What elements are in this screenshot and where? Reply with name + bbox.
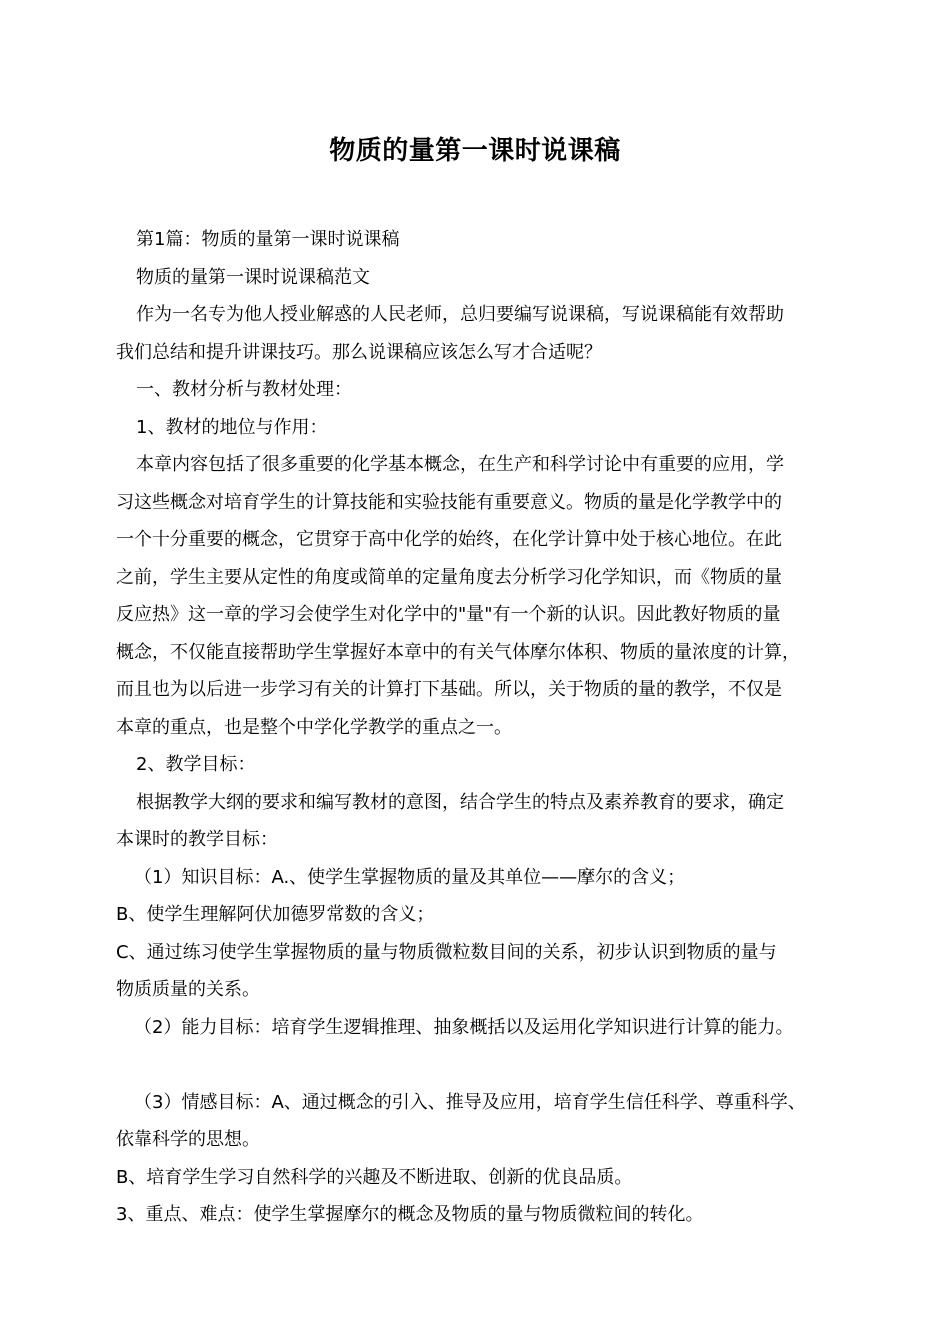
paragraph-line: 本章的重点，也是整个中学化学教学的重点之一。: [116, 716, 512, 738]
objective-line: （1）知识目标：A.、使学生掌握物质的量及其单位——摩尔的含义；: [134, 866, 686, 888]
paragraph-line: 我们总结和提升讲课技巧。那么说课稿应该怎么写才合适呢？: [116, 341, 602, 363]
paragraph-line: 本课时的教学目标：: [116, 829, 278, 850]
paragraph-line: 第1篇：物质的量第一课时说课稿: [136, 229, 400, 250]
objective-line: C、通过练习使学生掌握物质的量与物质微粒数目间的关系，初步认识到物质的量与: [116, 941, 777, 963]
paragraph-line: 习这些概念对培育学生的计算技能和实验技能有重要意义。物质的量是化学教学中的: [116, 491, 782, 513]
subsection-heading: 1、教材的地位与作用：: [136, 416, 328, 438]
paragraph-line: 概念，不仅能直接帮助学生掌握好本章中的有关气体摩尔体积、物质的量浓度的计算，: [116, 641, 800, 663]
paragraph-line: 本章内容包括了很多重要的化学基本概念，在生产和科学讨论中有重要的应用，学: [136, 454, 784, 475]
objective-line: B、使学生理解阿伏加德罗常数的含义；: [116, 904, 435, 925]
objective-line: 物质质量的关系。: [116, 979, 260, 1000]
paragraph-line: 反应热》这一章的学习会使学生对化学中的"量"有一个新的认识。因此教好物质的量: [116, 604, 781, 625]
paragraph-line: 之前，学生主要从定性的角度或简单的定量角度去分析学习化学知识，而《物质的量: [116, 566, 782, 588]
subsection-heading: 2、教学目标：: [136, 754, 256, 775]
objective-line: （2）能力目标：培育学生逻辑推理、抽象概括以及运用化学知识进行计算的能力。: [134, 1016, 794, 1038]
blank-line: [116, 1046, 836, 1084]
subsection-heading: 3、重点、难点：使学生掌握摩尔的概念及物质的量与物质微粒间的转化。: [116, 1204, 704, 1225]
paragraph-line: 作为一名专为他人授业解惑的人民老师，总归要编写说课稿，写说课稿能有效帮助: [136, 304, 784, 325]
document-title: 物质的量第一课时说课稿: [329, 136, 621, 166]
section-heading: 一、教材分析与教材处理：: [136, 379, 352, 400]
objective-line: B、培育学生学习自然科学的兴趣及不断进取、创新的优良品质。: [116, 1166, 633, 1188]
objective-line: 依靠科学的思想。: [116, 1129, 260, 1150]
paragraph-line: 物质的量第一课时说课稿范文: [136, 266, 370, 288]
document-body: [116, 221, 836, 1234]
paragraph-line: 一个十分重要的概念，它贯穿于高中化学的始终，在化学计算中处于核心地位。在此: [116, 529, 782, 550]
objective-line: （3）情感目标：A、通过概念的引入、推导及应用，培育学生信任科学、尊重科学、: [134, 1091, 806, 1113]
paragraph-line: 而且也为以后进一步学习有关的计算打下基础。所以，关于物质的量的教学，不仅是: [116, 679, 782, 700]
paragraph-line: 根据教学大纲的要求和编写教材的意图，结合学生的特点及素养教育的要求，确定: [136, 791, 784, 813]
